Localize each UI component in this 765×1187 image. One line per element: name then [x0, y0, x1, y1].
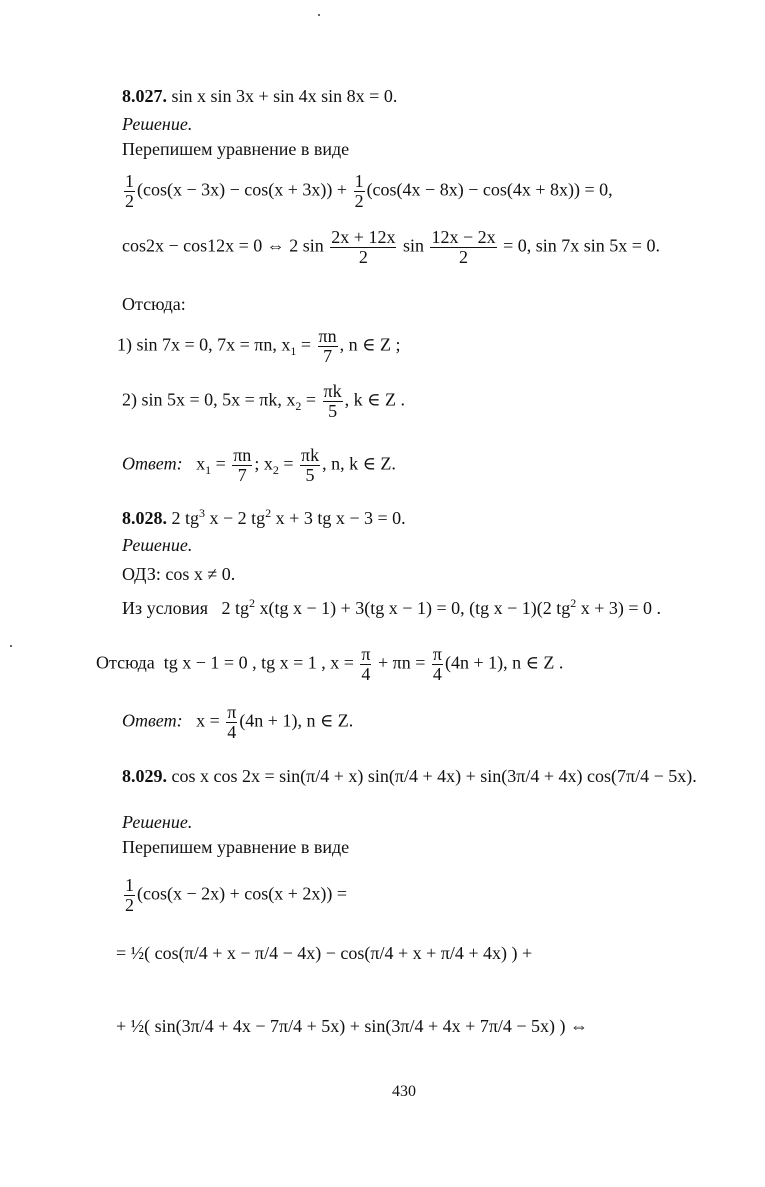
fraction-half: $\frac{1}{2}$: [125, 171, 134, 211]
fraction: $\frac{2x + 12x}{2}$: [331, 227, 396, 267]
page-number: 430: [392, 1083, 416, 1100]
hence-line-8028: Отсюда tg x − 1 = 0 , tg x = 1 , x = $\frac{\pi}{4}$ + πn = $\frac{\pi}{4}$ (4n + 1), n ∈ Z .: [96, 644, 564, 684]
solution-label: Решение.: [122, 812, 193, 832]
condition-line: Из условия 2 $tg^2$ x(tg x − 1) + 3(tg x − 1) = 0, (tg x − 1)(2 $tg^2$ x + 3) = 0 .: [122, 596, 662, 618]
odz-line: ОДЗ: cos x ≠ 0.: [122, 564, 236, 584]
case-2: 2) sin 5x = 0, 5x = πk, $x_2$ = $\frac{\pi k}{5}$ , k ∈ Z .: [122, 381, 405, 421]
solution-label: Решение.: [122, 535, 193, 555]
problem-number: 8.029.: [122, 766, 167, 786]
problem-8029-header: [122, 766, 697, 788]
scan-speck: [318, 14, 320, 16]
formula-part: (cos(4x − 8x) − cos(4x + 8x)) = 0,: [366, 179, 613, 200]
fraction-half: $\frac{1}{2}$: [125, 875, 134, 915]
fraction-half: $\frac{1}{2}$: [354, 171, 364, 211]
problem-equation: sin x sin 3x + sin 4x sin 8x = 0.: [171, 86, 398, 106]
answer-label: Ответ:: [122, 453, 183, 474]
fraction: $\frac{12x - 2x}{2}$: [431, 227, 496, 267]
formula-part: sin: [402, 235, 424, 256]
problem-number: 8.027.: [122, 86, 167, 106]
answer-8028: Ответ: x = $\frac{\pi}{4}$ (4n + 1), n ∈ Z.: [122, 702, 354, 742]
problem-8027-header: [122, 86, 397, 108]
formula-part: = 0, sin 7x sin 5x = 0.: [503, 235, 660, 256]
problem-number: 8.028.: [122, 508, 167, 528]
rewrite-label: Перепишем уравнение в виде: [122, 837, 350, 857]
scan-speck: [10, 645, 12, 647]
formula-8027-line1: [122, 172, 613, 211]
formula-part: cos2x − cos12x = 0 ⇔ 2 sin: [122, 235, 324, 256]
problem-equation: cos x cos 2x = sin(π/4 + x) sin(π/4 + 4x) + sin(3π/4 + 4x) cos(7π/4 − 5x).: [171, 766, 697, 786]
solution-label: Решение.: [122, 114, 193, 134]
problem-8028-header: 8.028. 2 $tg^3$ x − 2 $tg^2$ x + 3 tg x − 3 = 0.: [122, 506, 406, 528]
rewrite-label: Перепишем уравнение в виде: [122, 139, 350, 159]
hence-label: Отсюда:: [122, 294, 186, 314]
case-1: 1) sin 7x = 0, 7x = πn, $x_1$ = $\frac{\pi n}{7}$ , n ∈ Z ;: [117, 326, 401, 366]
answer-label: Ответ:: [122, 710, 183, 731]
formula-8027-line2: [122, 228, 660, 267]
formula-8029-line2: = ½( cos(π/4 + x − π/4 − 4x) − cos(π/4 + x + π/4 + 4x) ) +: [116, 943, 533, 963]
formula-8029-line1: $\frac{1}{2}$ (cos(x − 2x) + cos(x + 2x)) =: [125, 875, 348, 915]
formula-part: (cos(x − 3x) − cos(x + 3x)) +: [137, 179, 348, 200]
answer-8027: Ответ: $x_1$ = $\frac{\pi n}{7}$ ; $x_2$ = $\frac{\pi k}{5}$ , n, k ∈ Z.: [122, 445, 396, 485]
formula-8029-line3: + ½( sin(3π/4 + 4x − 7π/4 + 5x) + sin(3π/4 + 4x + 7π/4 − 5x) ) ⇔: [116, 1016, 589, 1036]
